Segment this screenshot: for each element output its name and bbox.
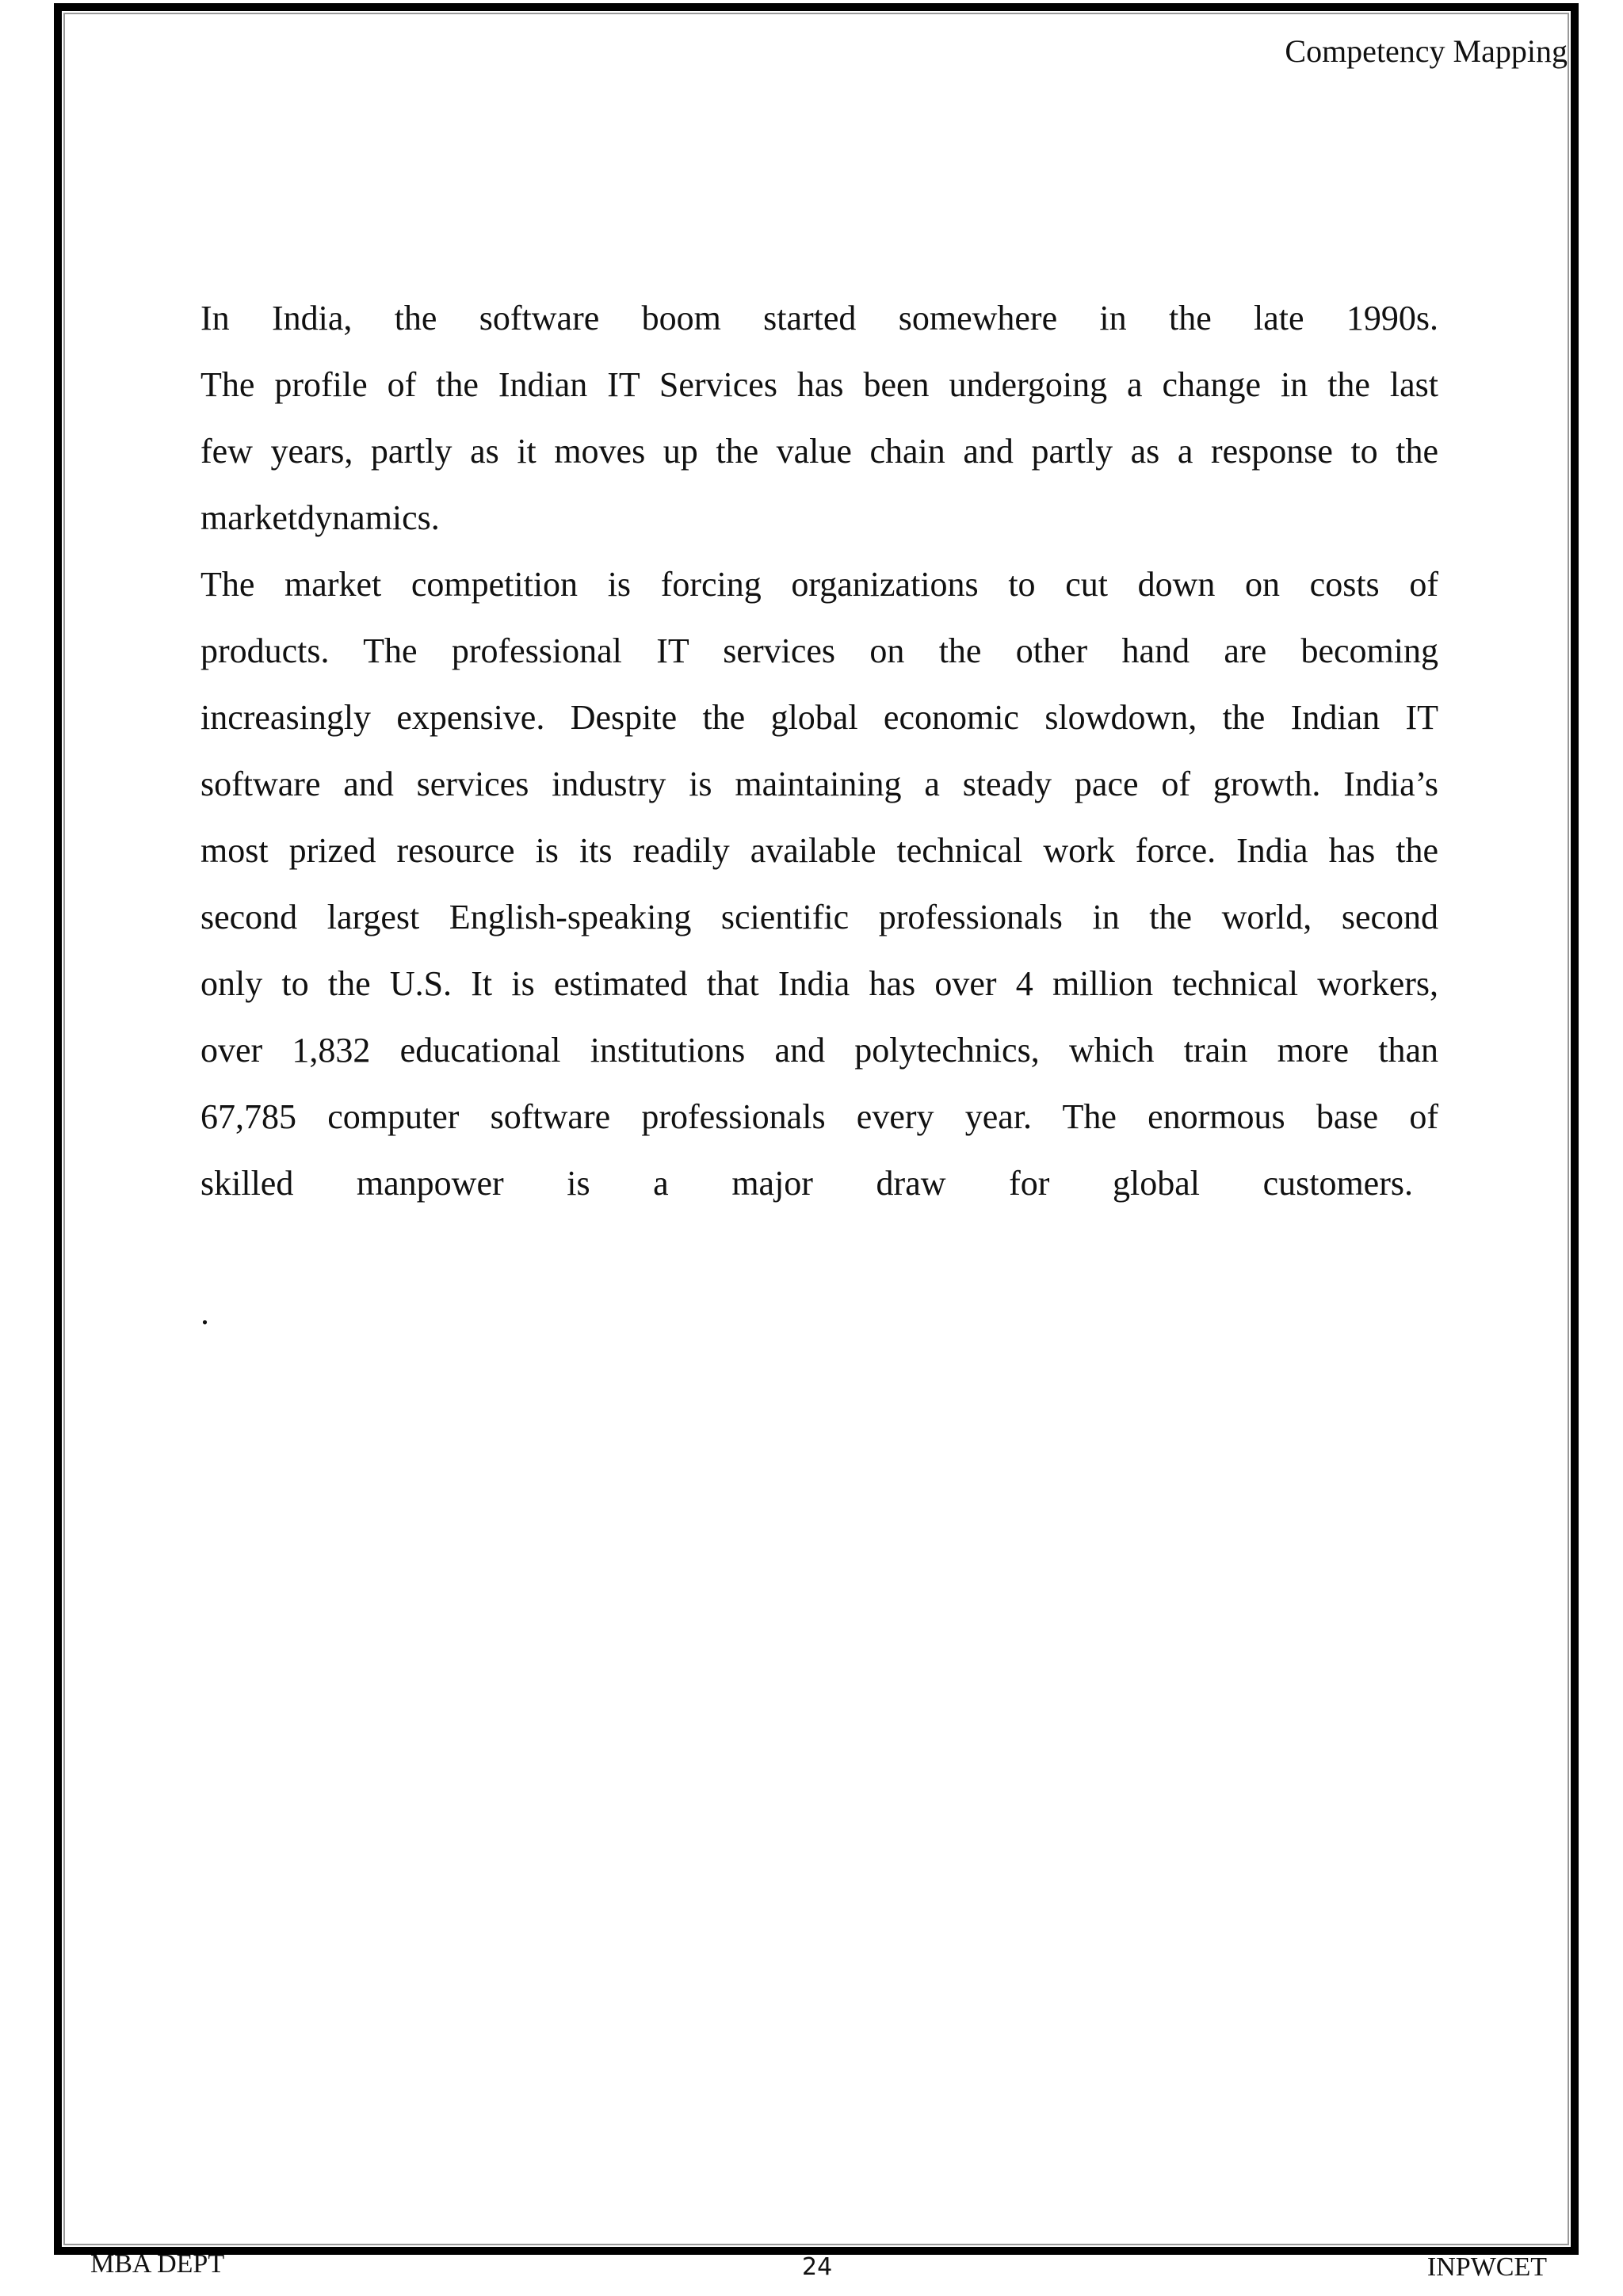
body-line: increasingly expensive. Despite the global economic slowdown, the Indian IT — [200, 698, 1438, 737]
trailing-dot: . — [200, 1293, 209, 1332]
body-text — [200, 285, 1438, 1217]
body-line: marketdynamics. — [200, 498, 440, 537]
footer-institution: INPWCET — [1426, 2252, 1547, 2282]
footer-department: MBA DEPT — [90, 2249, 225, 2279]
body-line: second largest English-speaking scientific professionals in the world, second — [200, 898, 1438, 936]
body-line: skilled manpower is a major draw for global customers. — [200, 1164, 1413, 1203]
body-line: The market competition is forcing organizations to cut down on costs of — [200, 565, 1438, 604]
body-line: most prized resource is its readily available technical work force. India has the — [200, 831, 1438, 870]
page-number: 24 — [802, 2253, 833, 2281]
body-line: The profile of the Indian IT Services has been undergoing a change in the last — [200, 365, 1438, 404]
body-line: In India, the software boom started somewhere in the late 1990s. — [200, 299, 1438, 338]
body-line: few years, partly as it moves up the value chain and partly as a response to the — [200, 432, 1438, 471]
running-header: Competency Mapping — [1285, 33, 1568, 69]
body-line: 67,785 computer software professionals every year. The enormous base of — [200, 1097, 1438, 1136]
body-line: only to the U.S. It is estimated that India has over 4 million technical workers, — [200, 964, 1438, 1003]
body-line: over 1,832 educational institutions and polytechnics, which train more than — [200, 1031, 1438, 1070]
body-line: software and services industry is maintaining a steady pace of growth. India’s — [200, 765, 1438, 803]
body-line: products. The professional IT services on the other hand are becoming — [200, 631, 1438, 670]
